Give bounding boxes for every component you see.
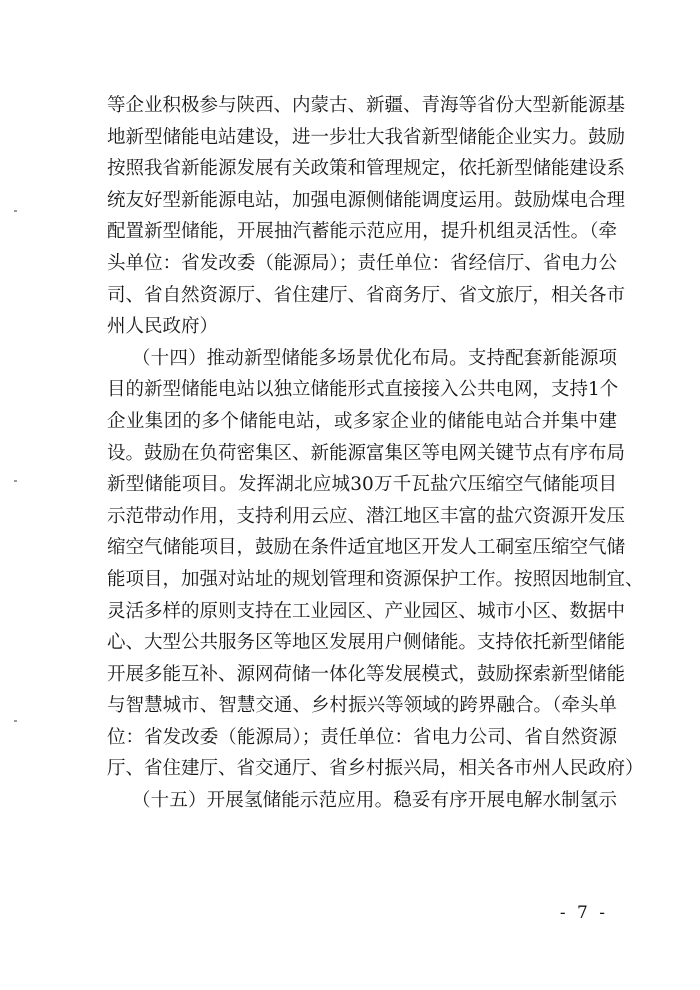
- text-line: 新型储能项目。发挥湖北应城30万千瓦盐穴压缩空气储能项目: [107, 474, 617, 496]
- scan-mark: [14, 480, 17, 482]
- text-line: 示范带动作用，支持利用云应、潜江地区丰富的盐穴资源开发压: [107, 505, 626, 527]
- text-line: 目的新型储能电站以独立储能形式直接接入公共电网，支持1个: [107, 379, 619, 401]
- text-line: 头单位：省发改委（能源局）；责任单位：省经信厅、省电力公: [107, 252, 617, 274]
- text-line: 灵活多样的原则支持在工业园区、产业园区、城市小区、数据中: [107, 600, 626, 622]
- text-line: 统友好型新能源电站，加强电源侧储能调度运用。鼓励煤电合理: [107, 189, 626, 211]
- text-line: 缩空气储能项目，鼓励在条件适宜地区开发人工硐室压缩空气储: [107, 537, 626, 559]
- text-line: 能项目，加强对站址的规划管理和资源保护工作。按照因地制宜、: [107, 568, 644, 590]
- body-text: [107, 90, 644, 817]
- text-line: 地新型储能电站建设，进一步壮大我省新型储能企业实力。鼓励: [107, 126, 626, 148]
- text-line: 配置新型储能，开展抽汽蓄能示范应用，提升机组灵活性。（牵: [107, 221, 617, 243]
- page-number: - 7 -: [559, 903, 608, 923]
- text-line: 开展多能互补、源网荷储一体化等发展模式，鼓励探索新型储能: [107, 663, 626, 685]
- scan-mark: [14, 720, 17, 722]
- text-line: 心、大型公共服务区等地区发展用户侧储能。支持依托新型储能: [107, 632, 626, 654]
- text-line: 与智慧城市、智慧交通、乡村振兴等领域的跨界融合。（牵头单: [107, 695, 617, 717]
- text-line: 按照我省新能源发展有关政策和管理规定，依托新型储能建设系: [107, 158, 626, 180]
- section-heading-line: （十五）开展氢储能示范应用。稳妥有序开展电解水制氢示: [132, 790, 617, 812]
- text-line: 司、省自然资源厅、省住建厅、省商务厅、省文旅厅，相关各市: [107, 284, 626, 306]
- section-heading-line: （十四）推动新型储能多场景优化布局。支持配套新能源项: [132, 347, 617, 369]
- text-line: 等企业积极参与陕西、内蒙古、新疆、青海等省份大型新能源基: [107, 95, 626, 116]
- text-line: 位：省发改委（能源局）；责任单位：省电力公司、省自然资源: [107, 726, 617, 748]
- text-line: 设。鼓励在负荷密集区、新能源富集区等电网关键节点有序布局: [107, 442, 626, 464]
- scan-mark: [14, 210, 17, 212]
- text-line: 厅、省住建厅、省交通厅、省乡村振兴局，相关各市州人民政府）: [107, 758, 644, 780]
- text-line: 企业集团的多个储能电站，或多家企业的储能电站合并集中建: [107, 410, 617, 432]
- text-line: 州人民政府）: [107, 316, 219, 338]
